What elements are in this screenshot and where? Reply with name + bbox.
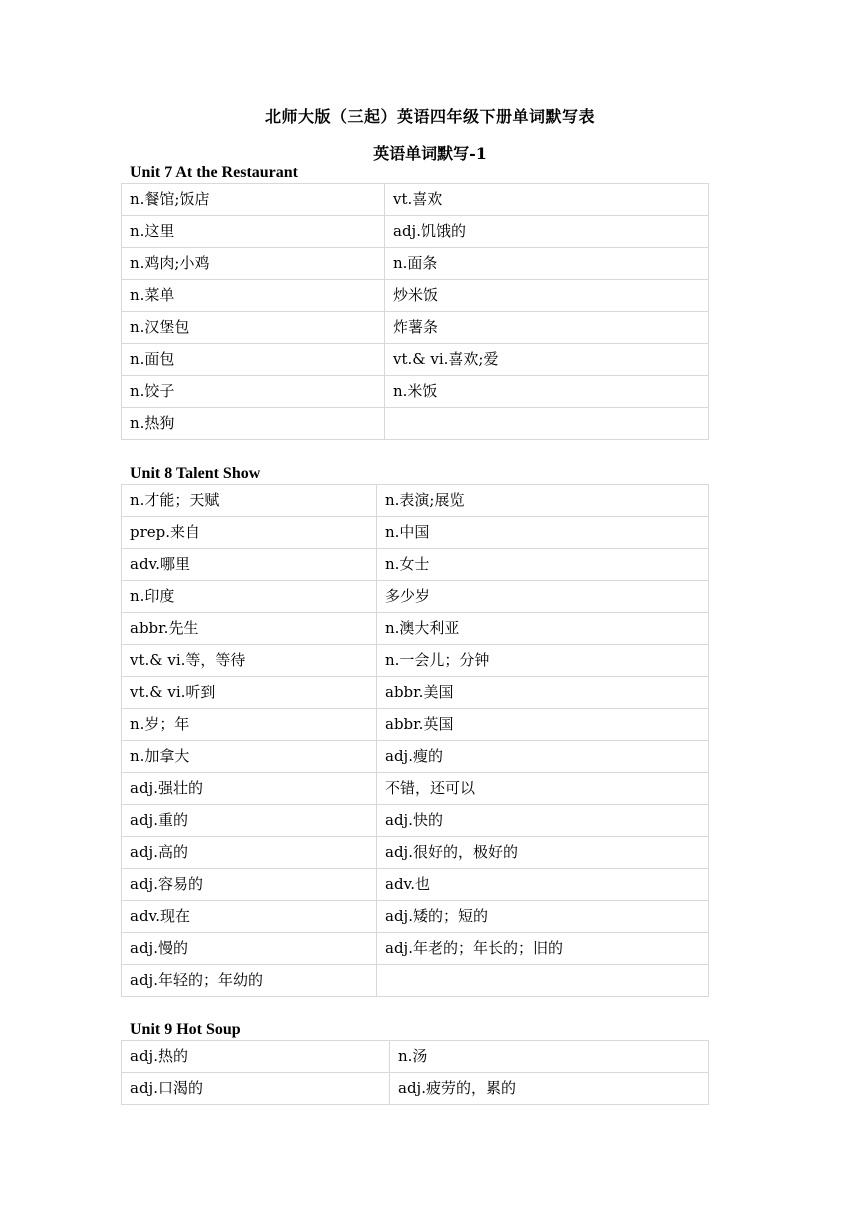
vocab-cell: n.餐馆;饭店 — [122, 184, 385, 216]
vocab-table — [121, 183, 709, 440]
vocab-cell: adv.现在 — [122, 901, 377, 933]
table-row — [122, 1041, 709, 1073]
unit-8-section — [121, 465, 709, 997]
vocab-cell: adv.也 — [377, 869, 709, 901]
table-row — [122, 248, 709, 280]
vocab-cell: vt.喜欢 — [385, 184, 709, 216]
vocab-cell: n.印度 — [122, 581, 377, 613]
vocab-cell: n.汤 — [390, 1041, 709, 1073]
table-row — [122, 613, 709, 645]
vocab-cell: n.才能；天赋 — [122, 485, 377, 517]
table-row — [122, 485, 709, 517]
unit-9-section — [121, 1021, 709, 1105]
vocab-cell: adv.哪里 — [122, 549, 377, 581]
vocab-cell: adj.瘦的 — [377, 741, 709, 773]
table-row — [122, 408, 709, 440]
vocab-cell: n.岁；年 — [122, 709, 377, 741]
vocab-cell: abbr.先生 — [122, 613, 377, 645]
vocab-cell: 不错，还可以 — [377, 773, 709, 805]
vocab-cell: n.澳大利亚 — [377, 613, 709, 645]
table-row — [122, 805, 709, 837]
table-row — [122, 549, 709, 581]
vocab-cell: vt.& vi.等，等待 — [122, 645, 377, 677]
table-row — [122, 312, 709, 344]
vocab-cell: abbr.英国 — [377, 709, 709, 741]
vocab-cell: adj.热的 — [122, 1041, 390, 1073]
table-row — [122, 344, 709, 376]
vocab-cell: n.中国 — [377, 517, 709, 549]
vocab-cell: adj.重的 — [122, 805, 377, 837]
table-row — [122, 965, 709, 997]
vocab-cell: n.菜单 — [122, 280, 385, 312]
vocab-cell: n.汉堡包 — [122, 312, 385, 344]
unit-7-section — [121, 164, 709, 440]
table-row — [122, 581, 709, 613]
vocab-cell: 炒米饭 — [385, 280, 709, 312]
table-row — [122, 933, 709, 965]
vocab-cell: vt.& vi.喜欢;爱 — [385, 344, 709, 376]
vocab-cell: adj.年老的；年长的；旧的 — [377, 933, 709, 965]
table-row — [122, 773, 709, 805]
vocab-cell: n.一会儿；分钟 — [377, 645, 709, 677]
document-subtitle: 英语单词默写-1 — [373, 144, 487, 163]
vocab-cell: vt.& vi.听到 — [122, 677, 377, 709]
table-row — [122, 1073, 709, 1105]
vocab-table — [121, 484, 709, 997]
table-row — [122, 645, 709, 677]
vocab-cell: adj.强壮的 — [122, 773, 377, 805]
table-row — [122, 184, 709, 216]
vocab-cell: adj.疲劳的，累的 — [390, 1073, 709, 1105]
vocab-cell: adj.年轻的；年幼的 — [122, 965, 377, 997]
vocab-cell: adj.矮的；短的 — [377, 901, 709, 933]
vocab-cell: n.热狗 — [122, 408, 385, 440]
vocab-cell: n.加拿大 — [122, 741, 377, 773]
unit-title: Unit 8 Talent Show — [130, 465, 261, 482]
vocab-cell: adj.口渴的 — [122, 1073, 390, 1105]
vocab-cell: adj.饥饿的 — [385, 216, 709, 248]
vocab-cell: adj.慢的 — [122, 933, 377, 965]
table-row — [122, 280, 709, 312]
vocab-cell: n.鸡肉;小鸡 — [122, 248, 385, 280]
vocab-cell: n.面条 — [385, 248, 709, 280]
table-row — [122, 869, 709, 901]
table-row — [122, 837, 709, 869]
vocab-cell: 炸薯条 — [385, 312, 709, 344]
vocab-cell: prep.来自 — [122, 517, 377, 549]
vocab-cell: adj.高的 — [122, 837, 377, 869]
vocab-cell: adj.很好的，极好的 — [377, 837, 709, 869]
vocab-cell: n.表演;展览 — [377, 485, 709, 517]
vocab-cell: 多少岁 — [377, 581, 709, 613]
table-row — [122, 216, 709, 248]
vocab-cell: n.这里 — [122, 216, 385, 248]
table-row — [122, 901, 709, 933]
table-row — [122, 677, 709, 709]
table-row — [122, 741, 709, 773]
vocab-cell: adj.容易的 — [122, 869, 377, 901]
vocab-cell: n.米饭 — [385, 376, 709, 408]
table-row — [122, 376, 709, 408]
vocab-table — [121, 1040, 709, 1105]
vocab-cell: n.饺子 — [122, 376, 385, 408]
vocab-cell: n.面包 — [122, 344, 385, 376]
vocab-cell: n.女士 — [377, 549, 709, 581]
table-row — [122, 709, 709, 741]
vocab-cell: adj.快的 — [377, 805, 709, 837]
unit-title: Unit 7 At the Restaurant — [130, 164, 298, 181]
unit-title: Unit 9 Hot Soup — [130, 1021, 241, 1038]
vocab-cell — [377, 965, 709, 997]
vocab-cell — [385, 408, 709, 440]
vocab-cell: abbr.美国 — [377, 677, 709, 709]
document-title: 北师大版（三起）英语四年级下册单词默写表 — [264, 107, 595, 126]
table-row — [122, 517, 709, 549]
